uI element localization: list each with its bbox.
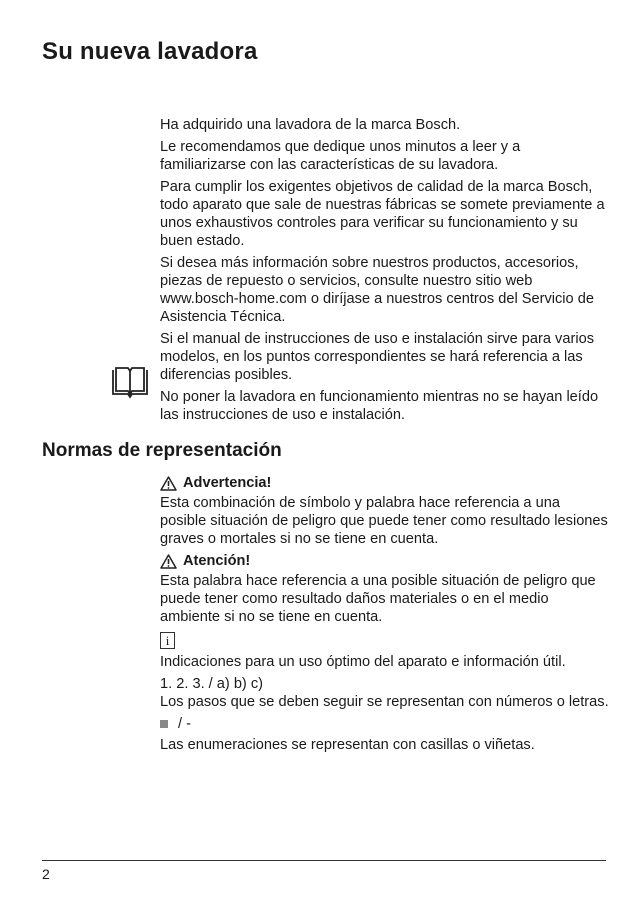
- steps-symbol: 1. 2. 3. / a) b) c): [160, 676, 264, 692]
- bullets-text: Las enumeraciones se representan con casillas o viñetas.: [160, 737, 535, 753]
- intro-paragraph: Para cumplir los exigentes objetivos de calidad de la marca Bosch, todo aparato que sale de nuestras fábricas se somete previamente a unos exhaustivos controles para verificar su funcionamiento y su buen estado.: [160, 179, 605, 249]
- warning-heading: [160, 474, 610, 492]
- bullets-symbol: / -: [178, 716, 191, 732]
- caution-triangle-icon: [160, 554, 177, 569]
- caution-heading: [160, 552, 610, 570]
- page-title: Su nueva lavadora: [42, 38, 258, 65]
- intro-paragraph: Si desea más información sobre nuestros productos, accesorios, piezas de repuesto o servicios, consulte nuestro sitio web www.bosch-home.com o diríjase a nuestros centros del Servicio de Asistencia Técnica.: [160, 255, 594, 325]
- intro-paragraph: No poner la lavadora en funcionamiento mientras no se hayan leído las instrucciones de uso e instalación.: [160, 389, 599, 423]
- page-number: 2: [42, 866, 50, 882]
- footer-divider: [42, 860, 606, 861]
- intro-section: [160, 116, 610, 428]
- conventions-section: [160, 474, 610, 758]
- warning-text: Esta combinación de símbolo y palabra hace referencia a una posible situación de peligro que puede tener como resultado lesiones graves o mortales si no se tiene en cuenta.: [160, 495, 608, 547]
- caution-title: Atención!: [183, 553, 251, 569]
- intro-paragraph: Le recomendamos que dedique unos minutos a leer y a familiarizarse con las características de su lavadora.: [160, 139, 521, 173]
- book-icon: [110, 366, 150, 400]
- warning-triangle-icon: [160, 476, 177, 491]
- square-bullet-icon: [160, 720, 168, 728]
- intro-paragraph: Ha adquirido una lavadora de la marca Bosch.: [160, 117, 461, 133]
- steps-text: Los pasos que se deben seguir se representan con números o letras.: [160, 694, 609, 710]
- intro-paragraph: Si el manual de instrucciones de uso e instalación sirve para varios modelos, en los puntos correspondientes se hará referencia a las diferencias posibles.: [160, 331, 594, 383]
- info-icon: i: [160, 632, 175, 649]
- caution-text: Esta palabra hace referencia a una posible situación de peligro que puede tener como resultado daños materiales o en el medio ambiente si no se tiene en cuenta.: [160, 573, 596, 625]
- warning-title: Advertencia!: [183, 475, 272, 491]
- info-text: Indicaciones para un uso óptimo del aparato e información útil.: [160, 654, 566, 670]
- bullets-symbol-row: [160, 715, 610, 733]
- section-title: Normas de representación: [42, 440, 282, 461]
